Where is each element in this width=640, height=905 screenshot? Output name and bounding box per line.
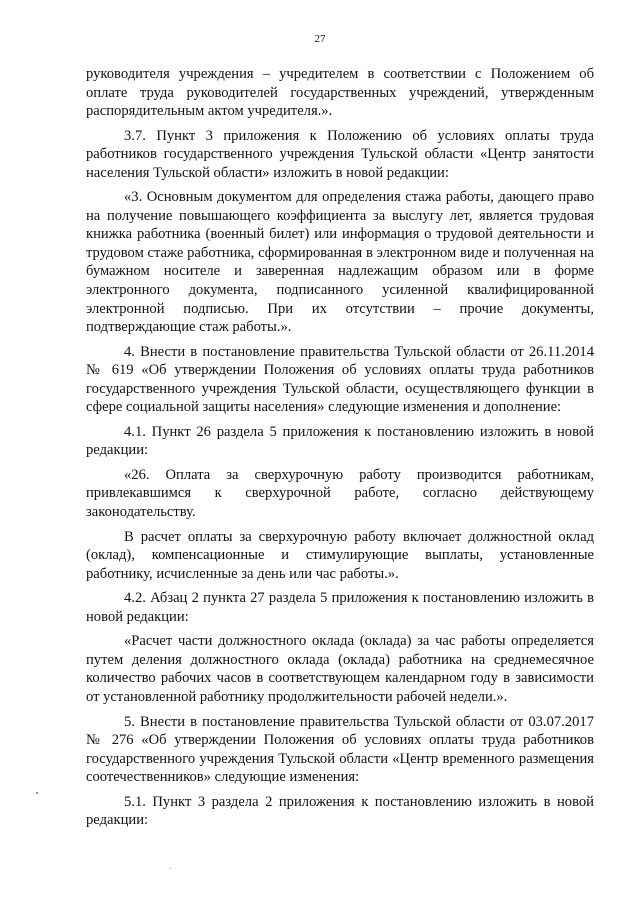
paragraph-4-2: 4.2. Абзац 2 пункта 27 раздела 5 приложения к постановлению изложить в новой редакции:: [86, 590, 594, 625]
paragraph-overtime-calc: В расчет оплаты за сверхурочную работу включает должностной оклад (оклад), компенсационные и стимулирующие выплаты, установленные работнику, исчисленные за день или час работы.».: [86, 528, 594, 582]
page-number: 27: [314, 33, 326, 45]
paragraph-5: 5. Внести в постановление правительства Тульской области от 03.07.2017 № 276 «Об утверждении Положения об условиях оплаты труда работников государственного учреждения Тульской области «Центр временного размещения соотечественников» следующие изменения:: [86, 713, 594, 786]
paragraph-quote-hourly: «Расчет части должностного оклада (оклада) за час работы определяется путем деления должностного оклада (оклада) работника на среднемесячное количество рабочих часов в соответствующем календарном году в зависимости от установленной работнику продолжительности рабочей недели.».: [86, 633, 594, 705]
scan-speck: [36, 792, 38, 794]
document-body: [86, 65, 594, 830]
paragraph-5-1: 5.1. Пункт 3 раздела 2 приложения к постановлению изложить в новой редакции:: [86, 793, 594, 829]
scan-speck: [170, 868, 171, 869]
paragraph-3-7: 3.7. Пункт 3 приложения к Положению об условиях оплаты труда работников государственного учреждения Тульской области «Центр занятости населения Тульской области» изложить в новой редакции:: [86, 127, 594, 181]
paragraph-quote-26: «26. Оплата за сверхурочную работу производится работникам, привлекавшимся к сверхурочной работе, согласно действующему законодательству.: [86, 466, 594, 521]
paragraph-4: 4. Внести в постановление правительства Тульской области от 26.11.2014 № 619 «Об утверждении Положения об условиях оплаты труда работников государственного учреждения Тульской области, осуществляющего функции в сфере социальной защиты населения» следующие изменения и дополнение:: [86, 343, 594, 416]
paragraph-continuation: руководителя учреждения – учредителем в соответствии с Положением об оплате труда руководителей государственных учреждений, утвержденным распорядительным актом учредителя.».: [86, 66, 594, 120]
paragraph-4-1: 4.1. Пункт 26 раздела 5 приложения к постановлению изложить в новой редакции:: [86, 423, 594, 459]
paragraph-quote-3: «3. Основным документом для определения стажа работы, дающего право на получение повышающего коэффициента за выслугу лет, является трудовая книжка работника (военный билет) или информация о трудовой деятельности и трудовом стаже работника, сформированная в электронном виде и полученная на бумажном носителе и заверенная надлежащим образом или в форме электронного документа, подписанного усиленной квалифицированной электронной подписью. При их отсутствии – прочие документы, подтверждающие стаж работы.».: [86, 189, 594, 336]
